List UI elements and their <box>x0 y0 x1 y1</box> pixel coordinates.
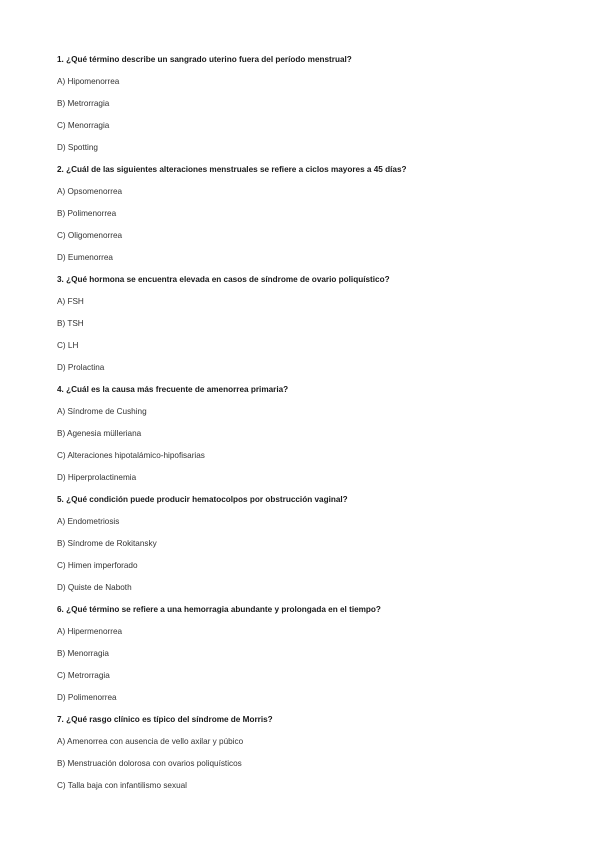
option-d: D) Polimenorrea <box>57 693 117 702</box>
option-c: C) Oligomenorrea <box>57 231 123 240</box>
option-d: D) Quiste de Naboth <box>57 583 132 592</box>
option-b: B) Menstruación dolorosa con ovarios poliquísticos <box>57 759 242 768</box>
option-b: B) Metrorragia <box>57 99 110 108</box>
option-b: B) TSH <box>57 319 84 328</box>
option-d: D) Spotting <box>57 143 98 152</box>
option-b: B) Menorragia <box>57 649 109 658</box>
option-a: A) Opsomenorrea <box>57 187 123 196</box>
option-d: D) Prolactina <box>57 363 105 372</box>
question-6 <box>57 604 577 703</box>
document-page <box>57 54 577 802</box>
option-b: B) Síndrome de Rokitansky <box>57 539 157 548</box>
question-text: 1. ¿Qué término describe un sangrado uterino fuera del período menstrual? <box>57 55 352 64</box>
option-c: C) Metrorragia <box>57 671 110 680</box>
question-text: 3. ¿Qué hormona se encuentra elevada en casos de síndrome de ovario poliquístico? <box>57 275 390 284</box>
option-b: B) Agenesia mülleriana <box>57 429 142 438</box>
option-c: C) Alteraciones hipotalámico-hipofisarias <box>57 451 205 460</box>
question-text: 5. ¿Qué condición puede producir hematocolpos por obstrucción vaginal? <box>57 495 348 504</box>
question-text: 6. ¿Qué término se refiere a una hemorragia abundante y prolongada en el tiempo? <box>57 605 381 614</box>
question-text: 4. ¿Cuál es la causa más frecuente de amenorrea primaria? <box>57 385 289 394</box>
question-4 <box>57 384 577 483</box>
option-a: A) Amenorrea con ausencia de vello axilar y púbico <box>57 737 244 746</box>
option-c: C) LH <box>57 341 79 350</box>
option-a: A) FSH <box>57 297 84 306</box>
option-a: A) Hipermenorrea <box>57 627 123 636</box>
option-c: C) Menorragia <box>57 121 110 130</box>
question-7 <box>57 714 577 791</box>
option-c: C) Talla baja con infantilismo sexual <box>57 781 188 790</box>
question-text: 2. ¿Cuál de las siguientes alteraciones menstruales se refiere a ciclos mayores a 45 días? <box>57 165 407 174</box>
option-a: A) Endometriosis <box>57 517 120 526</box>
option-d: D) Hiperprolactinemia <box>57 473 137 482</box>
question-3 <box>57 274 577 373</box>
question-2 <box>57 164 577 263</box>
option-d: D) Eumenorrea <box>57 253 113 262</box>
option-c: C) Himen imperforado <box>57 561 138 570</box>
question-1 <box>57 54 577 153</box>
question-5 <box>57 494 577 593</box>
option-a: A) Síndrome de Cushing <box>57 407 147 416</box>
question-text: 7. ¿Qué rasgo clínico es típico del síndrome de Morris? <box>57 715 273 724</box>
option-b: B) Polimenorrea <box>57 209 117 218</box>
option-a: A) Hipomenorrea <box>57 77 120 86</box>
